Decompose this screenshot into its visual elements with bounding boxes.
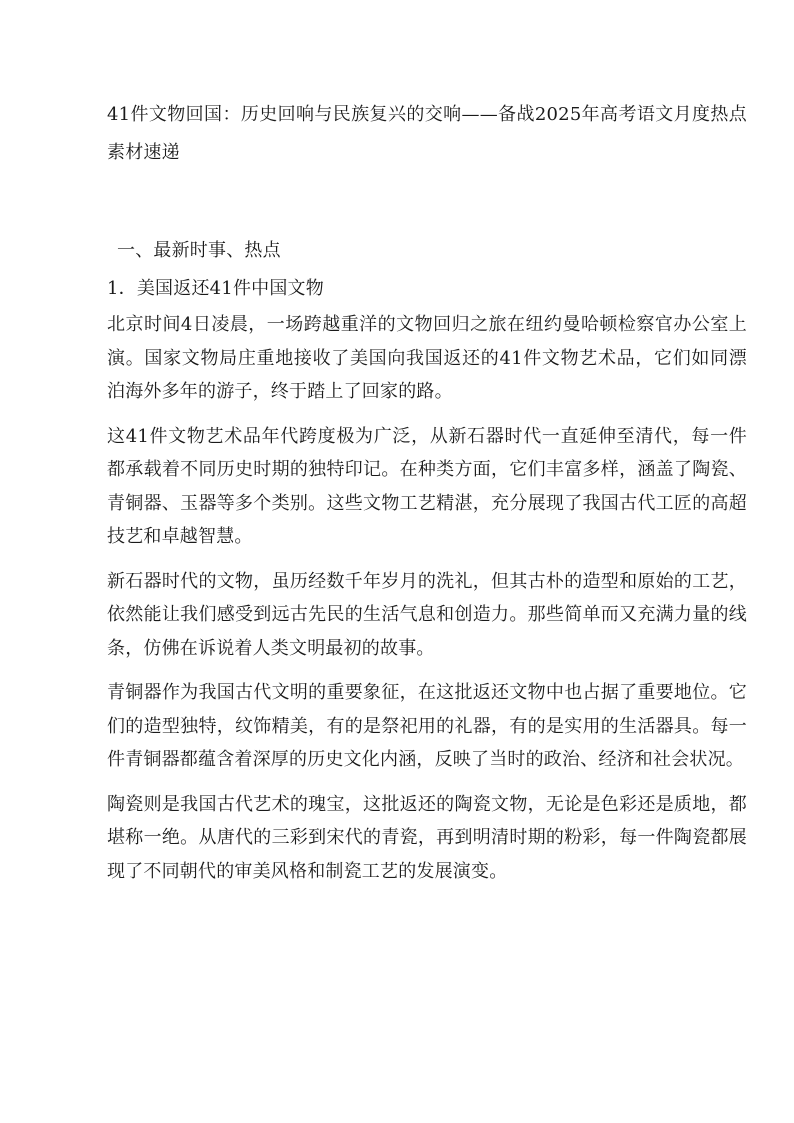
paragraph-5: 陶瓷则是我国古代艺术的瑰宝，这批返还的陶瓷文物，无论是色彩还是质地，都堪称一绝。从唐代的三彩到宋代的青瓷，再到明清时期的粉彩，每一件陶瓷都展现了不同朝代的审美风格和制瓷工艺的发展演变。: [107, 793, 747, 882]
sub-heading: 1．美国返还41件中国文物: [107, 278, 324, 299]
paragraph-3: 新石器时代的文物，虽历经数千年岁月的洗礼，但其古朴的造型和原始的工艺，依然能让我们感受到远古先民的生活气息和创造力。那些简单而又充满力量的线条，仿佛在诉说着人类文明最初的故事。: [107, 570, 747, 659]
title-spacer: [107, 172, 747, 232]
document-body: [107, 96, 747, 899]
section-heading: 一、最新时事、热点: [117, 240, 281, 261]
document-title: 41件文物回国：历史回响与民族复兴的交响——备战2025年高考语文月度热点素材速递: [107, 104, 747, 163]
paragraph-2: 这41件文物艺术品年代跨度极为广泛，从新石器时代一直延伸至清代，每一件都承载着不同历史时期的独特印记。在种类方面，它们丰富多样，涵盖了陶瓷、青铜器、玉器等多个类别。这些文物工艺精湛，充分展现了我国古代工匠的高超技艺和卓越智慧。: [107, 425, 747, 547]
paragraph-4: 青铜器作为我国古代文明的重要象征，在这批返还文物中也占据了重要地位。它们的造型独特，纹饰精美，有的是祭祀用的礼器，有的是实用的生活器具。每一件青铜器都蕴含着深厚的历史文化内涵，反映了当时的政治、经济和社会状况。: [107, 682, 747, 770]
paragraph-1: 北京时间4日凌晨，一场跨越重洋的文物回归之旅在纽约曼哈顿检察官办公室上演。国家文物局庄重地接收了美国向我国返还的41件文物艺术品，它们如同漂泊海外多年的游子，终于踏上了回家的路。: [107, 314, 747, 402]
